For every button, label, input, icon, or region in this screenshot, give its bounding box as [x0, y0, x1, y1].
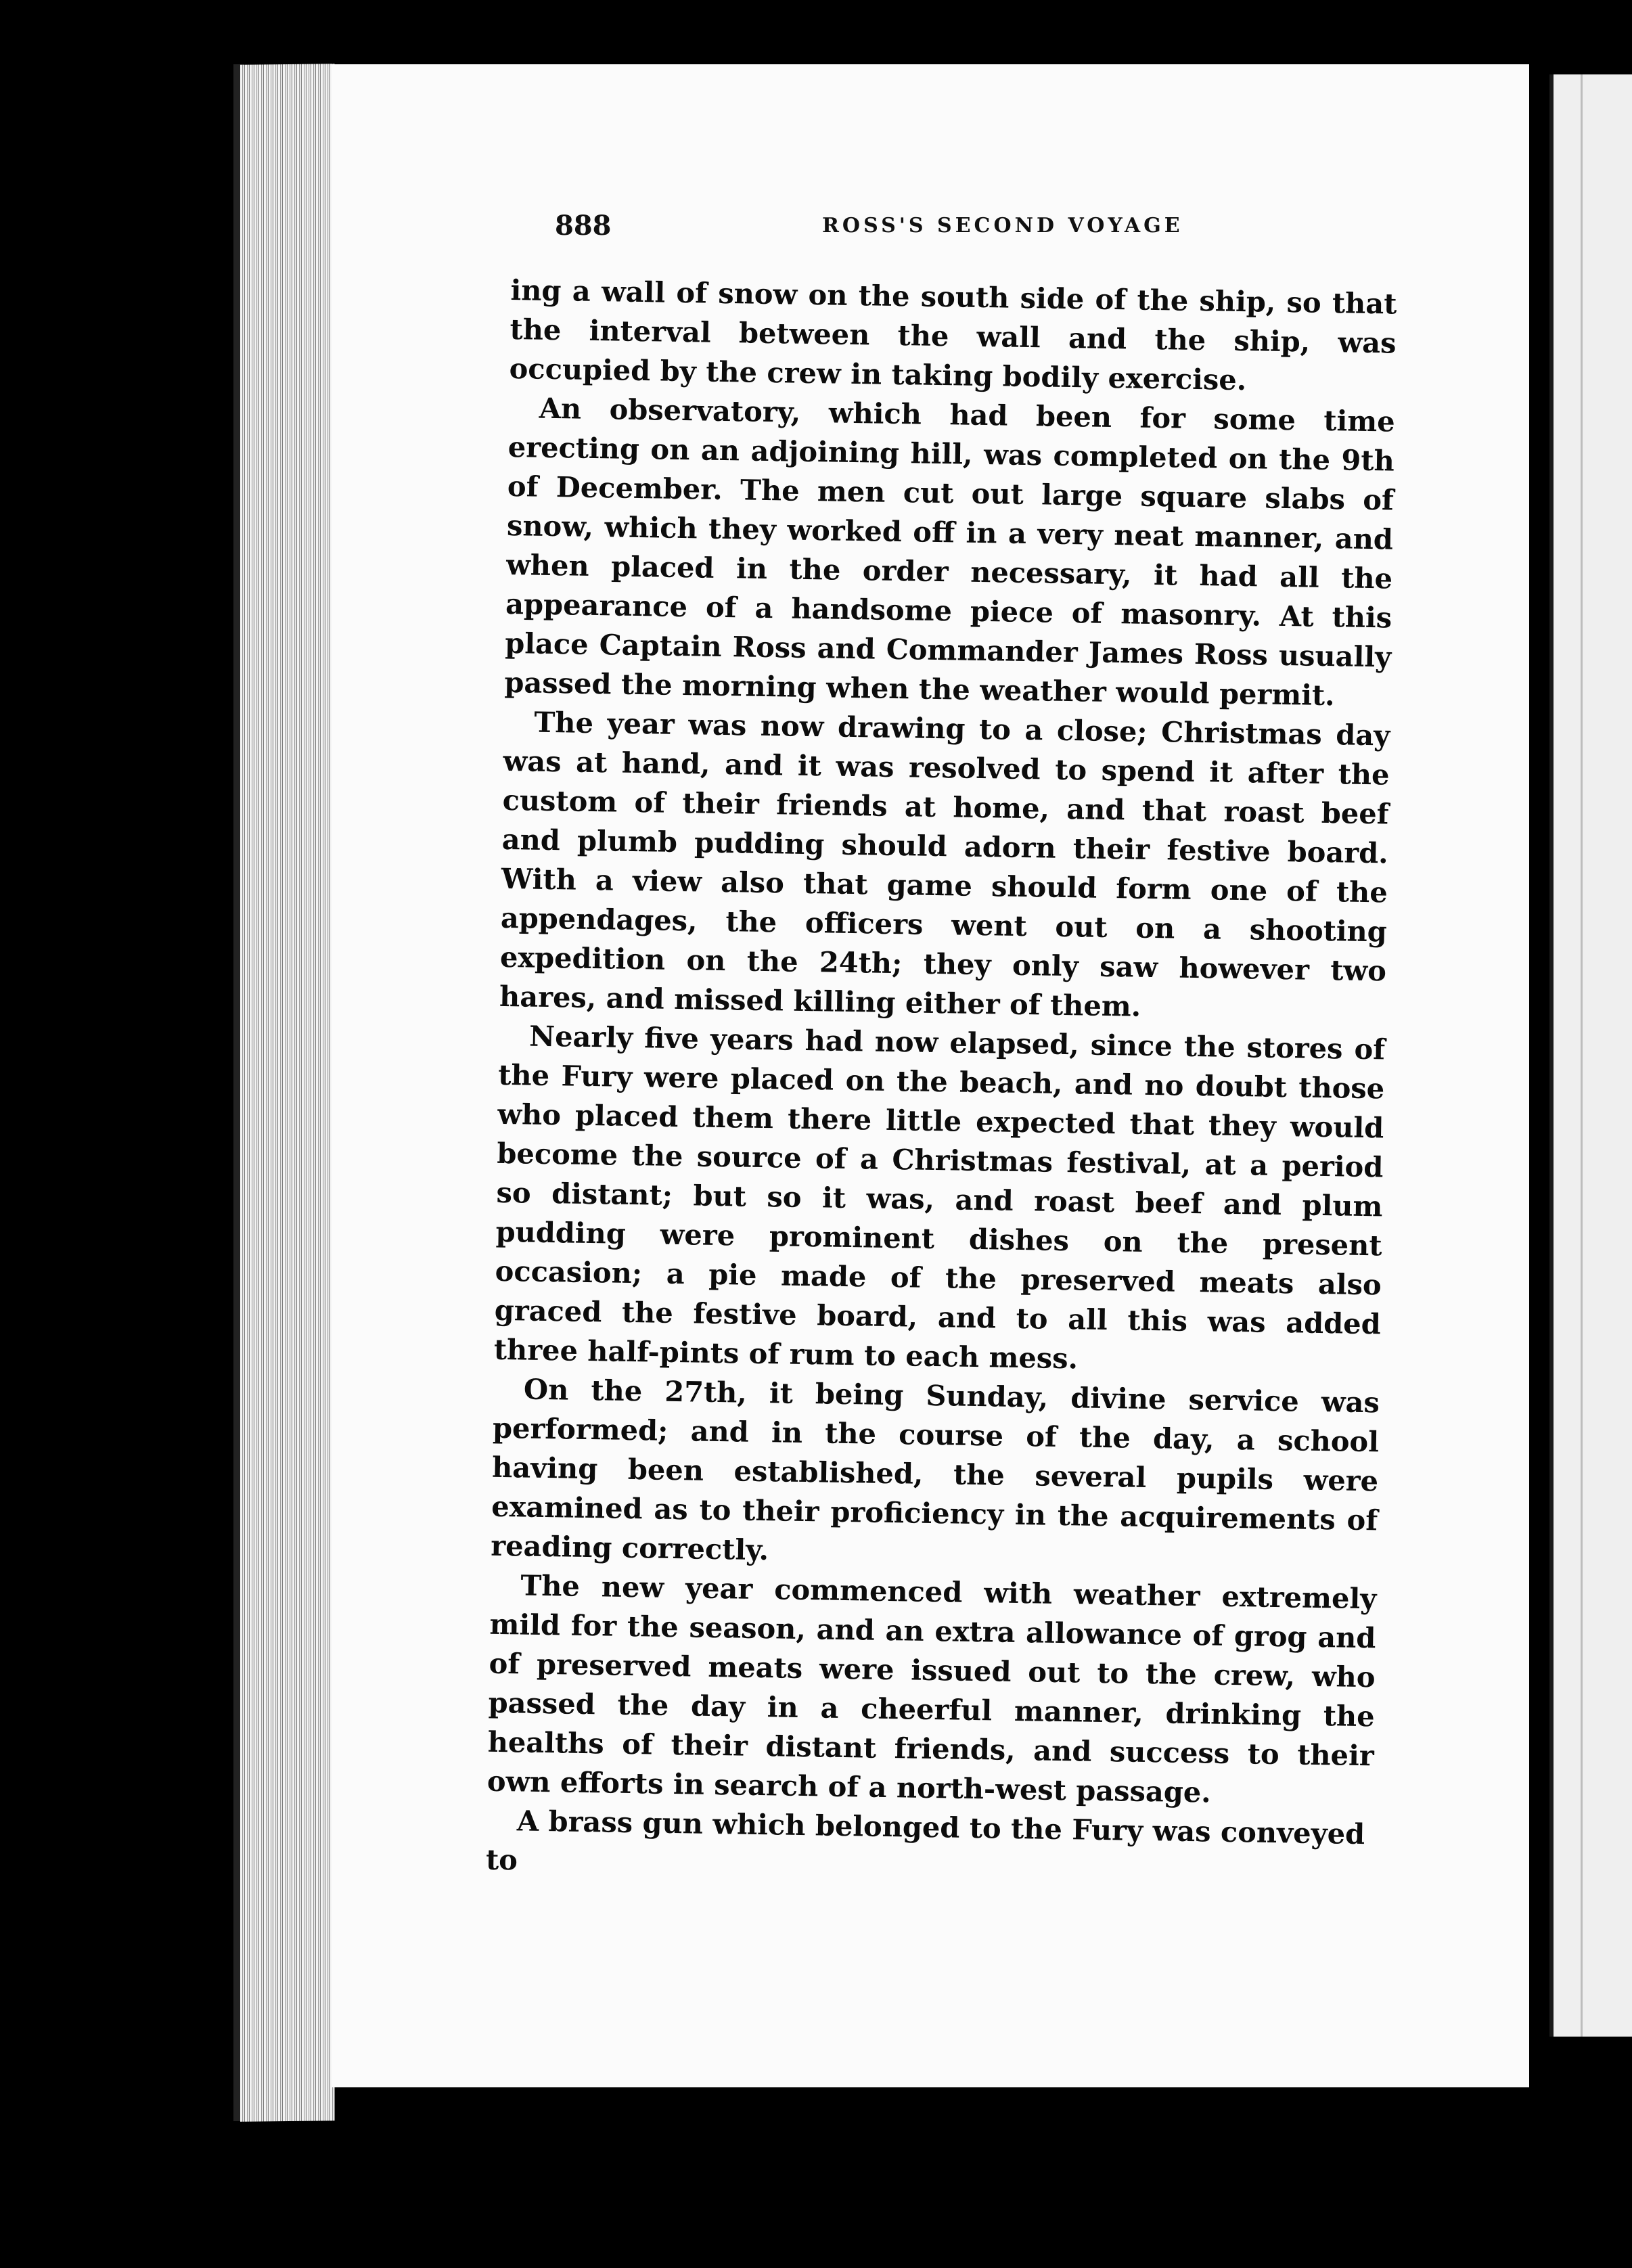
paragraph: ing a wall of snow on the south side of the ship, so that the interval between the wall and the ship, was occupied by the crew in taking bodily exercise.: [509, 273, 1397, 397]
paragraph: The year was now drawing to a close; Christmas day was at hand, and it was resolved to spend it after the custom of their friends at home, and that roast beef and plumb pudding should adorn their festive board. With a view also that game should form one of the appendages, the officers went out on a shooting expedition on the 24th; they only saw however two hares, and missed killing either of them.: [499, 705, 1390, 1023]
paragraph: An observatory, which had been for some time erecting on an adjoining hill, was completed on the 9th of December. The men cut out large square slabs of snow, which they worked off in a very neat manner, and when placed in the order necessary, it had all the appearance of a handsome piece of masonry. At this place Captain Ross and Commander James Ross usually passed the morning when the weather would permit.: [504, 391, 1396, 712]
paragraph: A brass gun which belonged to the Fury was conveyed to: [485, 1804, 1365, 1877]
body-text: [486, 271, 1397, 1893]
page-edges: [240, 64, 335, 2121]
page-number: 888: [555, 210, 612, 242]
paragraph: On the 27th, it being Sunday, divine service was performed; and in the course of the day, a school having been established, the several pupils were examined as to their proficiency in the acquirements of reading correctly.: [491, 1372, 1380, 1567]
facing-page-edge: [1549, 74, 1632, 2037]
paragraph: Nearly five years had now elapsed, since the stores of the Fury were placed on the beach, and no doubt those who placed them there little expected that they would become the source of a Christmas festival, at a period so distant; but so it was, and roast beef and plum pudding were prominent dishes on the present occasion; a pie made of the preserved meats also graced the festive board, and to all this was added three half-pints of rum to each mess.: [493, 1019, 1386, 1376]
running-head: [555, 210, 1455, 250]
running-title: ROSS'S SECOND VOYAGE: [822, 214, 1183, 237]
paragraph: The new year commenced with weather extremely mild for the season, and an extra allowance of grog and of preserved meats were issued out to the crew, who passed the day in a cheerful manner, drinking the healths of their distant friends, and success to their own efforts in search of a north-west passage.: [486, 1568, 1377, 1809]
